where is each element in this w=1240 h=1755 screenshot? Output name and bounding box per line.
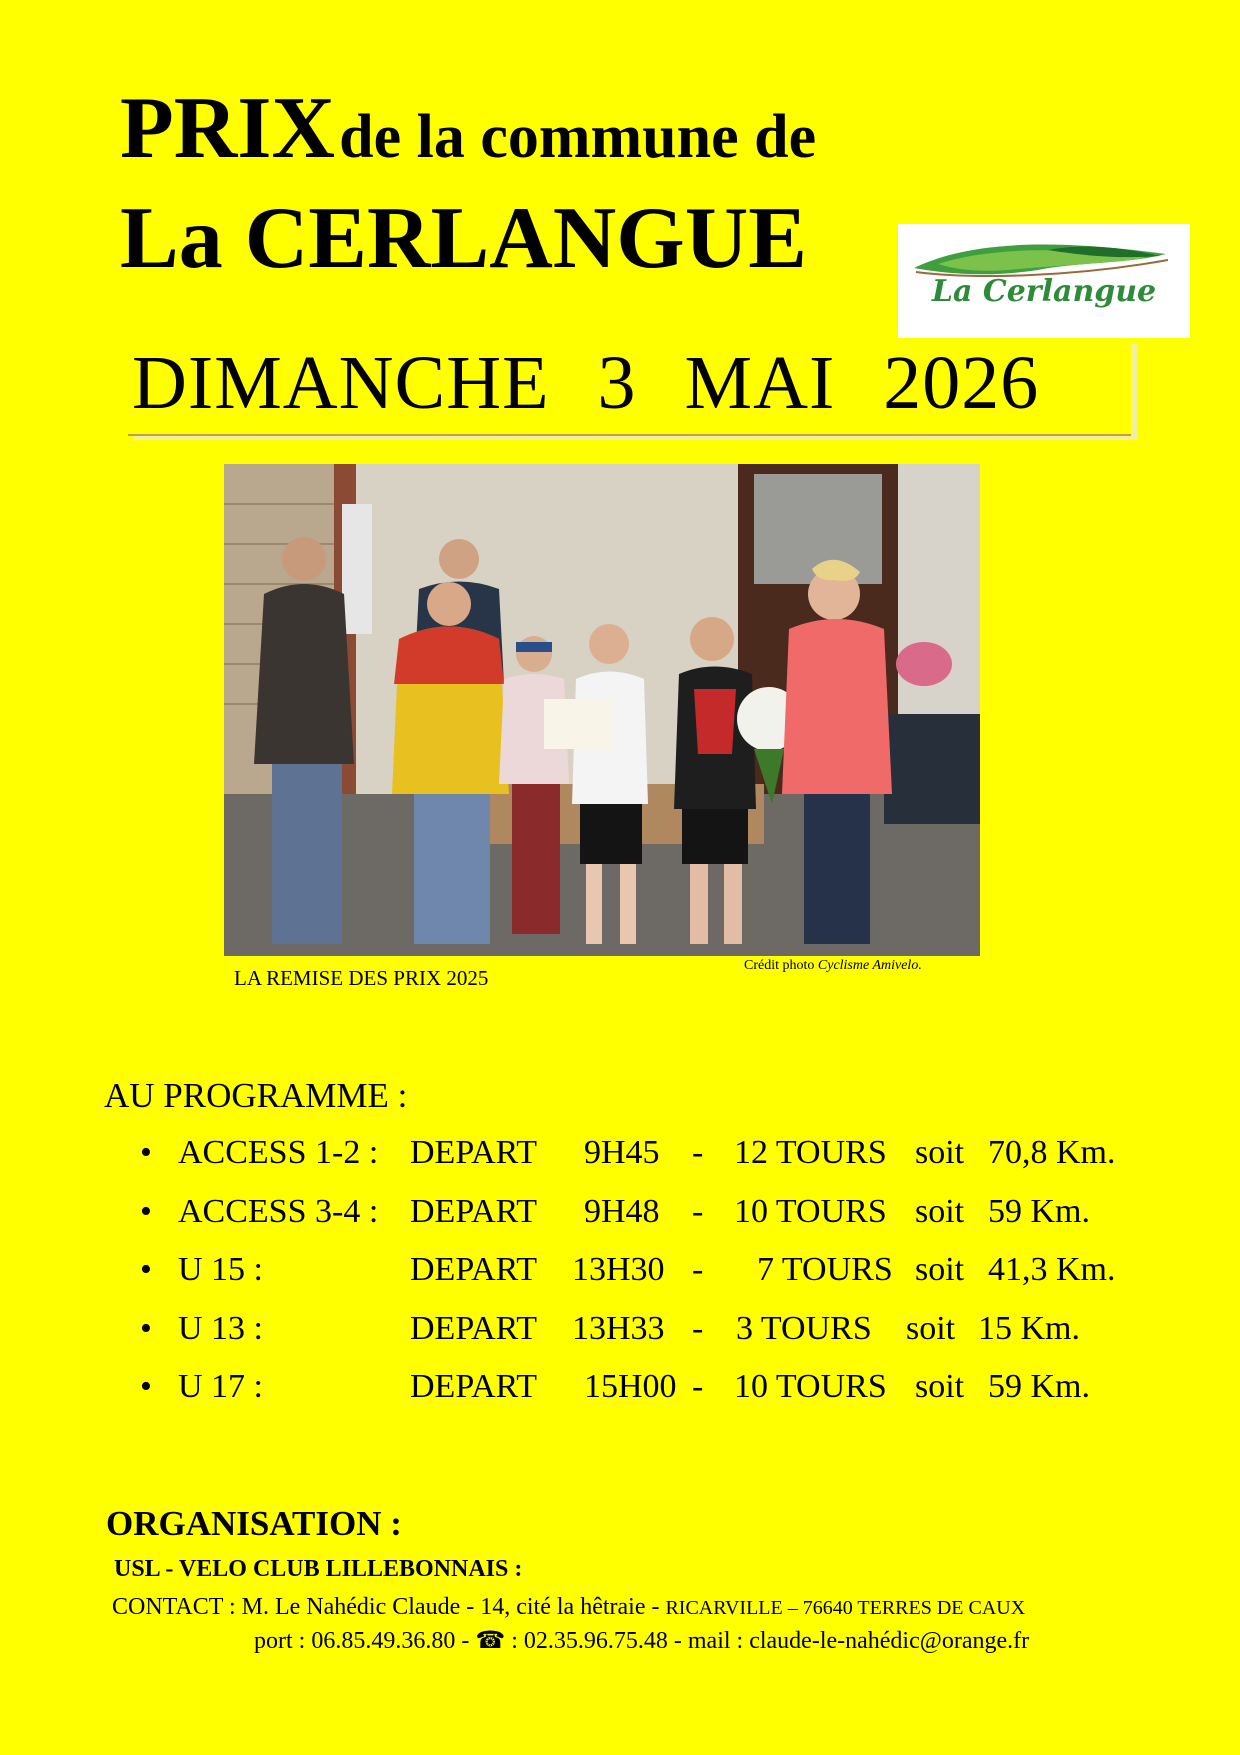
photo-illustration	[224, 464, 980, 956]
programme-item	[140, 1310, 1200, 1369]
race-category: ACCESS 3-4 :	[178, 1192, 379, 1230]
phone-email-line: port : 06.85.49.36.80 - ☎ : 02.35.96.75.48 - mail : claude-le-nahédic@orange.fr	[254, 1628, 1030, 1654]
race-category: U 17 :	[178, 1368, 263, 1405]
depart-time: 15H00	[584, 1368, 677, 1405]
dash: -	[692, 1251, 704, 1288]
programme-heading: AU PROGRAMME :	[104, 1076, 408, 1115]
distance: 59 Km.	[988, 1368, 1090, 1405]
depart-label: DEPART	[410, 1368, 538, 1405]
depart-time: 9H45	[584, 1134, 660, 1171]
laps: 3 TOURS	[736, 1309, 872, 1347]
dash: -	[692, 1192, 704, 1230]
depart-time: 13H33	[572, 1309, 665, 1347]
soit-label: soit	[915, 1134, 965, 1171]
title-line-1	[120, 78, 816, 179]
event-date: DIMANCHE 3 MAI 2026	[132, 341, 1040, 425]
depart-label: DEPART	[410, 1192, 538, 1230]
distance: 41,3 Km.	[988, 1251, 1116, 1288]
programme-item	[140, 1251, 1200, 1310]
bullet: •	[140, 1309, 152, 1347]
bullet: •	[140, 1368, 152, 1405]
photo-credit-name: Cyclisme Amivelo.	[817, 958, 922, 973]
soit-label: soit	[915, 1251, 965, 1288]
bullet: •	[140, 1134, 152, 1171]
programme-item	[140, 1134, 1200, 1193]
laps: 10 TOURS	[734, 1192, 887, 1230]
bullet: •	[140, 1192, 152, 1230]
race-category: ACCESS 1-2 :	[178, 1134, 379, 1171]
distance: 70,8 Km.	[988, 1134, 1116, 1171]
la-cerlangue-logo	[898, 224, 1190, 338]
laps: 12 TOURS	[734, 1134, 887, 1171]
race-category: U 15 :	[178, 1251, 263, 1288]
race-category: U 13 :	[178, 1309, 263, 1347]
dash: -	[692, 1368, 704, 1405]
organisation-heading: ORGANISATION :	[106, 1504, 402, 1543]
photo-caption: LA REMISE DES PRIX 2025	[234, 966, 489, 990]
soit-label: soit	[906, 1309, 956, 1347]
soit-label: soit	[915, 1368, 965, 1405]
laps: 10 TOURS	[734, 1368, 887, 1405]
distance: 59 Km.	[988, 1192, 1090, 1230]
depart-label: DEPART	[410, 1251, 538, 1288]
contact-line	[112, 1594, 1025, 1621]
title-commune: de la commune de	[339, 103, 817, 171]
bullet: •	[140, 1251, 152, 1288]
distance: 15 Km.	[978, 1309, 1080, 1347]
dash: -	[692, 1309, 704, 1347]
photo-credit-prefix: Crédit photo	[744, 958, 818, 973]
programme-list	[140, 1134, 1200, 1427]
programme-item	[140, 1368, 1200, 1427]
depart-time: 13H30	[572, 1251, 665, 1288]
programme-item	[140, 1193, 1200, 1252]
soit-label: soit	[915, 1192, 965, 1230]
title-line-2: La CERLANGUE	[120, 190, 807, 287]
organising-club: USL - VELO CLUB LILLEBONNAIS :	[114, 1556, 523, 1582]
depart-label: DEPART	[410, 1134, 538, 1171]
depart-time: 9H48	[584, 1192, 660, 1230]
laps: 7 TOURS	[757, 1251, 893, 1288]
award-ceremony-photo	[224, 464, 980, 956]
logo-text: La Cerlangue	[931, 274, 1157, 309]
dash: -	[692, 1134, 704, 1171]
contact-name-address: CONTACT : M. Le Nahédic Claude - 14, cité la hêtraie -	[112, 1594, 666, 1620]
title-prix: PRIX	[120, 80, 336, 177]
photo-credit	[744, 958, 922, 974]
contact-city: RICARVILLE – 76640 TERRES DE CAUX	[665, 1597, 1026, 1619]
depart-label: DEPART	[410, 1309, 538, 1347]
